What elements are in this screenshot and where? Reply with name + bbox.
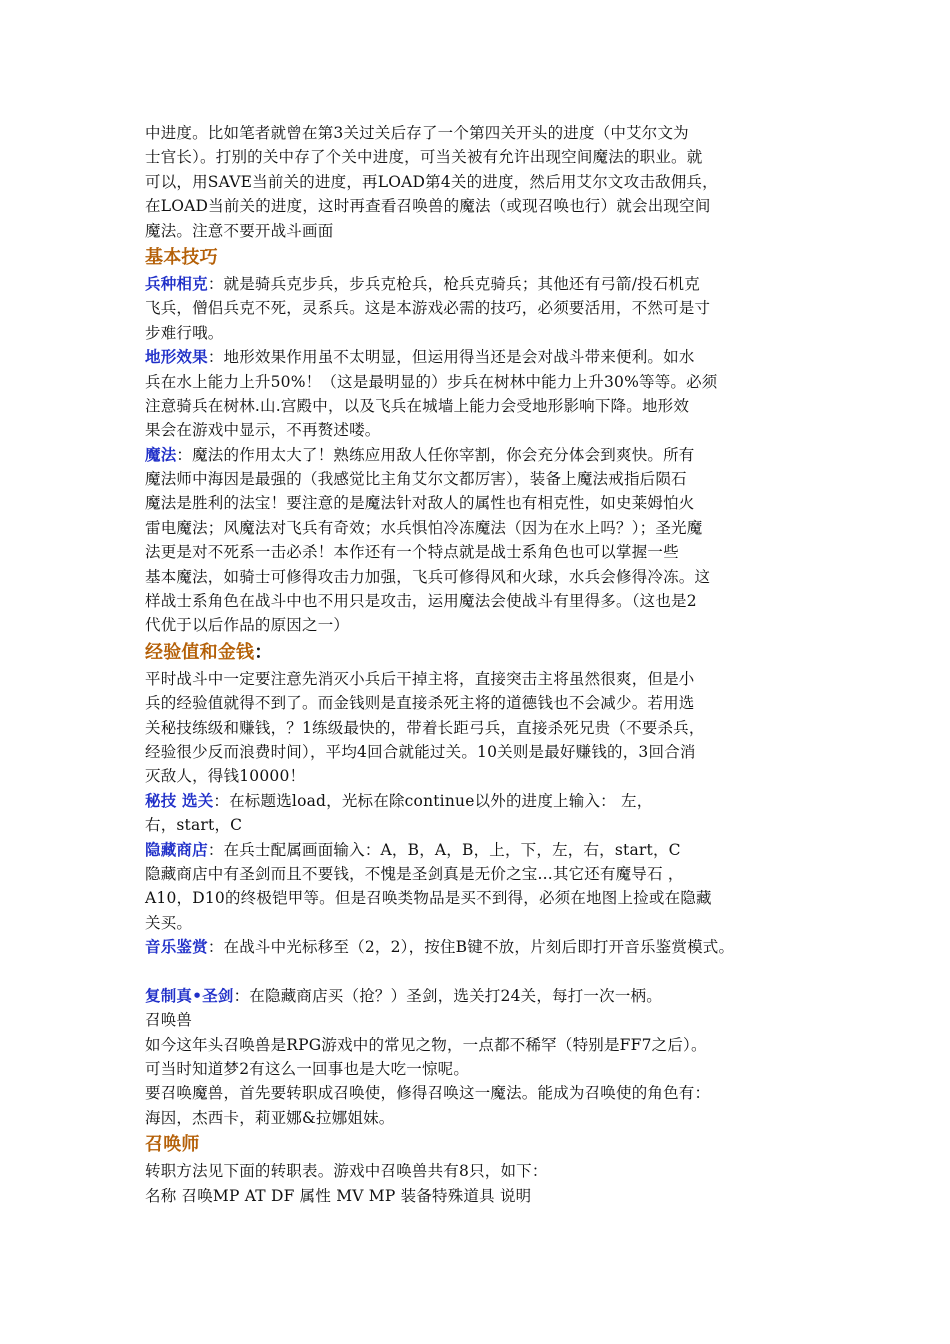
text-line	[145, 789, 825, 813]
text-line	[145, 935, 825, 959]
text-line: 法更是对不死系一击必杀！本作还有一个特点就是战士系角色也可以掌握一些	[145, 543, 679, 562]
unit-counter-paragraph	[145, 272, 825, 345]
music-term: 音乐鉴赏	[145, 938, 208, 957]
hidden-shop-paragraph	[145, 838, 825, 936]
magic-text: ：魔法的作用太大了！熟练应用敌人任你宰割，你会充分体会到爽快。所有	[176, 445, 695, 464]
table-header-line: 名称 召唤MP AT DF 属性 MV MP 装备特殊道具 说明	[145, 1186, 532, 1205]
unit-counter-text: ：就是骑兵克步兵，步兵克枪兵，枪兵克骑兵；其他还有弓箭/投石机克	[207, 274, 700, 293]
magic-paragraph	[145, 443, 825, 638]
music-paragraph	[145, 935, 825, 959]
text-line: 经验很少反而浪费时间），平均4回合就能过关。10关则是最好赚钱的，3回合消	[145, 742, 696, 761]
copy-sword-text: ：在隐藏商店买（抢？）圣剑，选关打24关，每打一次一柄。	[233, 986, 662, 1005]
text-line: 平时战斗中一定要注意先消灭小兵后干掉主将，直接突击主将虽然很爽，但是小	[145, 669, 695, 688]
basic-skills-heading: 基本技巧	[145, 246, 218, 268]
text-line: 要召唤魔兽，首先要转职成召唤使，修得召唤这一魔法。能成为召唤使的角色有：	[145, 1084, 711, 1103]
text-line: 关秘技练级和赚钱，？1练级最快的，带着长距弓兵，直接杀死兄贵（不要杀兵，	[145, 718, 705, 737]
exp-money-heading-colon: ：	[254, 641, 273, 663]
text-line: 果会在游戏中显示，不再赘述喽。	[145, 421, 381, 440]
text-line: 飞兵，僧侣兵克不死，灵系兵。这是本游戏必需的技巧，必须要活用，不然可是寸	[145, 299, 711, 318]
text-line: 魔法。注意不要开战斗画面	[145, 221, 334, 240]
text-line: 基本魔法，如骑士可修得攻击力加强，飞兵可修得风和火球，水兵会修得冷冻。这	[145, 567, 711, 586]
intro-paragraph	[145, 121, 825, 243]
text-line	[145, 272, 825, 296]
blank-line	[145, 960, 825, 984]
text-line: 可以，用SAVE当前关的进度，再LOAD第4关的进度，然后用艾尔文攻击敌佣兵，	[145, 172, 718, 191]
level-select-text: ：在标题选load，光标在除continue以外的进度上输入： 左，	[213, 791, 653, 810]
summoner-heading: 召唤师	[145, 1134, 200, 1156]
hidden-shop-text: ：在兵士配属画面输入：A，B，A，B，上，下，左，右，start，C	[207, 840, 681, 859]
exp-money-heading	[145, 638, 825, 667]
text-line: 海因，杰西卡，莉亚娜&拉娜姐妹。	[145, 1108, 395, 1127]
text-line: 魔法是胜利的法宝！要注意的是魔法针对敌人的属性也有相克性，如史莱姆怕火	[145, 494, 695, 513]
text-line: 如今这年头召唤兽是RPG游戏中的常见之物，一点都不稀罕（特别是FF7之后）。	[145, 1035, 707, 1054]
text-line: 士官长）。打别的关中存了个关中进度，可当关被有允许出现空间魔法的职业。就	[145, 148, 703, 167]
copy-sword-term: 复制真•圣剑	[145, 986, 234, 1005]
text-line: 在LOAD当前关的进度，这时再查看召唤兽的魔法（或现召唤也行）就会出现空间	[145, 197, 711, 216]
text-line: 雷电魔法；风魔法对飞兵有奇效；水兵惧怕冷冻魔法（因为在水上吗？）；圣光魔	[145, 518, 703, 537]
copy-sword-paragraph	[145, 984, 825, 1130]
text-line: A10，D10的终极铠甲等。但是召唤类物品是买不到得，必须在地图上捡或在隐藏	[145, 889, 712, 908]
unit-counter-term: 兵种相克	[145, 274, 208, 293]
text-line: 注意骑兵在树林.山.宫殿中，以及飞兵在城墙上能力会受地形影响下降。地形效	[145, 396, 690, 415]
text-line: 步难行哦。	[145, 323, 224, 342]
text-line: 召唤兽	[145, 1011, 193, 1030]
level-select-paragraph	[145, 789, 825, 838]
text-line: 样战士系角色在战斗中也不用只是攻击，运用魔法会使战斗有里得多。（这也是2	[145, 592, 697, 611]
text-line	[145, 345, 825, 369]
summoner-paragraph	[145, 1159, 825, 1208]
music-text: ：在战斗中光标移至（2，2），按住B键不放，片刻后即打开音乐鉴赏模式。	[207, 938, 735, 957]
terrain-text: ：地形效果作用虽不太明显，但运用得当还是会对战斗带来便利。如水	[207, 348, 695, 367]
text-line: 兵在水上能力上升50%！（这是最明显的）步兵在树林中能力上升30%等等。必须	[145, 372, 718, 391]
text-line: 隐藏商店中有圣剑而且不要钱，不愧是圣剑真是无价之宝...其它还有魔导石 ，	[145, 864, 684, 883]
document-body	[145, 121, 825, 1208]
text-line: 代优于以后作品的原因之一）	[145, 616, 350, 635]
text-line: 转职方法见下面的转职表。游戏中召唤兽共有8只，如下：	[145, 1162, 548, 1181]
hidden-shop-term: 隐藏商店	[145, 840, 208, 859]
text-line	[145, 984, 825, 1008]
text-line: 中进度。比如笔者就曾在第3关过关后存了一个第四关开头的进度（中艾尔文为	[145, 124, 689, 142]
text-line	[145, 443, 825, 467]
text-line: 魔法师中海因是最强的（我感觉比主角艾尔文都厉害），装备上魔法戒指后陨石	[145, 470, 687, 489]
text-line: 灭敌人，得钱10000！	[145, 767, 306, 786]
text-line: 右，start，C	[145, 816, 243, 835]
text-line: 关买。	[145, 913, 193, 932]
terrain-term: 地形效果	[145, 348, 208, 367]
exp-money-heading-text: 经验值和金钱	[145, 641, 255, 663]
text-line	[145, 838, 825, 862]
magic-term: 魔法	[145, 445, 177, 464]
terrain-paragraph	[145, 345, 825, 443]
level-select-term: 秘技 选关	[145, 791, 214, 810]
text-line: 兵的经验值就得不到了。而金钱则是直接杀死主将的道德钱也不会减少。若用选	[145, 694, 695, 713]
text-line: 可当时知道梦2有这么一回事也是大吃一惊呢。	[145, 1060, 470, 1079]
exp-money-paragraph	[145, 667, 825, 789]
